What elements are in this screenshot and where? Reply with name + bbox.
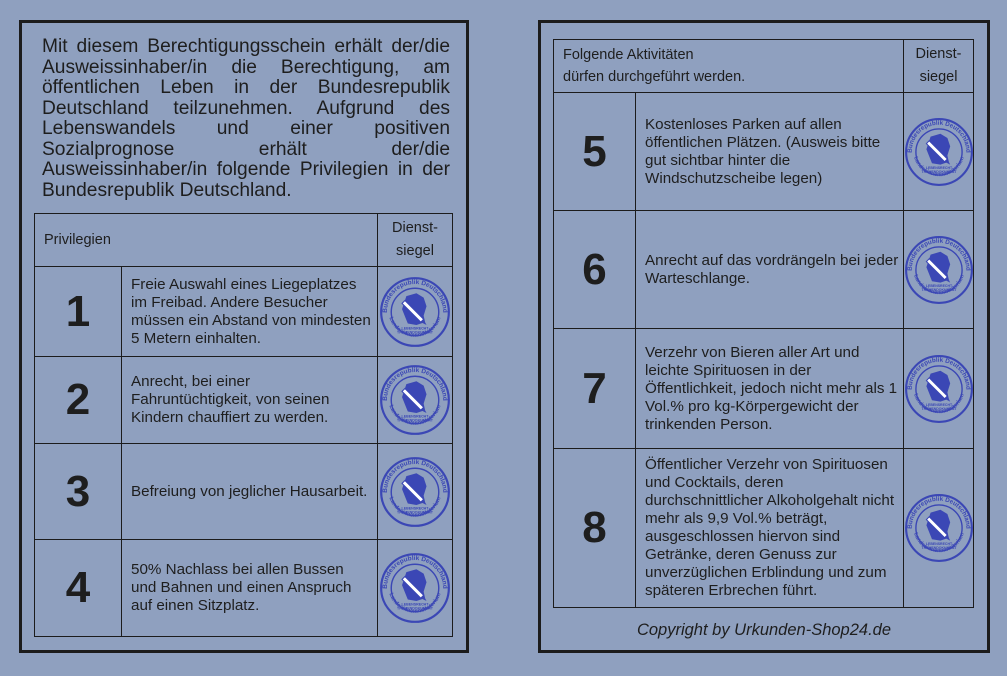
seal-icon xyxy=(904,117,974,187)
table-row xyxy=(554,329,974,449)
header-activities-line1: Folgende Aktivitäten xyxy=(563,47,694,63)
header-seal-line1: Dienst- xyxy=(392,220,438,236)
seal-stamp xyxy=(378,444,453,540)
header-seal-line2: siegel xyxy=(396,243,434,259)
header-privileges: Privilegien xyxy=(35,214,378,267)
seal-icon xyxy=(379,364,451,436)
table-row xyxy=(35,444,453,540)
table-row xyxy=(35,267,453,357)
intro-text: Mit diesem Berechtigungsschein erhält der/die Ausweissinhaber/in die Berechtigung, am öffentlichen Leben in der Bundesrepublik Deutschland teilzunehmen. Aufgrund des Lebenswandels und einer positiven Sozialprognose erhält der/die Ausweissinhaber/in folgende Privilegien in der Bundesrepublik Deutschland. xyxy=(42,36,450,201)
seal-icon xyxy=(904,493,974,563)
row-number: 6 xyxy=(554,211,636,329)
row-text: Kostenloses Parken auf allen öffentlichen Plätzen. (Ausweis bitte gut sichtbar hinter die Windschutzscheibe legen) xyxy=(636,93,904,211)
table-row xyxy=(35,540,453,637)
row-text: Befreiung von jeglicher Hausarbeit. xyxy=(122,444,378,540)
table-header-row xyxy=(35,214,453,267)
seal-stamp xyxy=(904,211,974,329)
left-card xyxy=(19,20,469,653)
table-row xyxy=(35,357,453,444)
row-text: Verzehr von Bieren aller Art und leichte Spirituosen in der Öffentlichkeit, jedoch nicht mehr als 1 Vol.% pro kg-Körpergewicht der trinkenden Person. xyxy=(636,329,904,449)
table-row xyxy=(554,93,974,211)
seal-icon xyxy=(379,552,451,624)
seal-stamp xyxy=(904,449,974,608)
seal-stamp xyxy=(378,357,453,444)
header-seal-line1: Dienst- xyxy=(915,46,962,62)
header-dienstsiegel xyxy=(378,214,453,267)
row-text: 50% Nachlass bei allen Bussen und Bahnen und einen Anspruch auf einen Sitzplatz. xyxy=(122,540,378,637)
table-header-row xyxy=(554,40,974,93)
seal-icon xyxy=(904,235,974,305)
seal-stamp xyxy=(904,93,974,211)
row-number: 8 xyxy=(554,449,636,608)
copyright-text: Copyright by Urkunden-Shop24.de xyxy=(636,621,892,639)
row-text: Anrecht, bei einer Fahruntüchtigkeit, von seinen Kindern chauffiert zu werden. xyxy=(122,357,378,444)
seal-stamp xyxy=(378,540,453,637)
header-activities-line2: dürfen durchgeführt werden. xyxy=(563,69,746,85)
activities-table xyxy=(553,39,974,608)
seal-stamp xyxy=(378,267,453,357)
table-row xyxy=(554,449,974,608)
seal-icon xyxy=(379,456,451,528)
row-number: 2 xyxy=(35,357,122,444)
row-number: 4 xyxy=(35,540,122,637)
privileges-table xyxy=(34,213,453,637)
header-dienstsiegel xyxy=(904,40,974,93)
row-number: 5 xyxy=(554,93,636,211)
row-text: Freie Auswahl eines Liegeplatzes im Freibad. Andere Besucher müssen ein Abstand von mindesten 5 Metern einhalten. xyxy=(122,267,378,357)
seal-icon xyxy=(379,276,451,348)
seal-icon xyxy=(904,354,974,424)
right-card xyxy=(538,20,990,653)
header-seal-line2: siegel xyxy=(919,69,958,85)
row-number: 7 xyxy=(554,329,636,449)
row-number: 1 xyxy=(35,267,122,357)
header-activities xyxy=(554,40,904,93)
table-row xyxy=(554,211,974,329)
row-number: 3 xyxy=(35,444,122,540)
row-text: Anrecht auf das vordrängeln bei jeder Warteschlange. xyxy=(636,211,904,329)
seal-stamp xyxy=(904,329,974,449)
row-text: Öffentlicher Verzehr von Spirituosen und Cocktails, deren durchschnittlicher Alkoholgehalt nicht mehr als 9,9 Vol.% beträgt, ausgeschlossen hiervon sind Getränke, deren Genuss zur unverzüglichen Erblindung und zum späteren Erbrechen führt. xyxy=(636,449,904,608)
